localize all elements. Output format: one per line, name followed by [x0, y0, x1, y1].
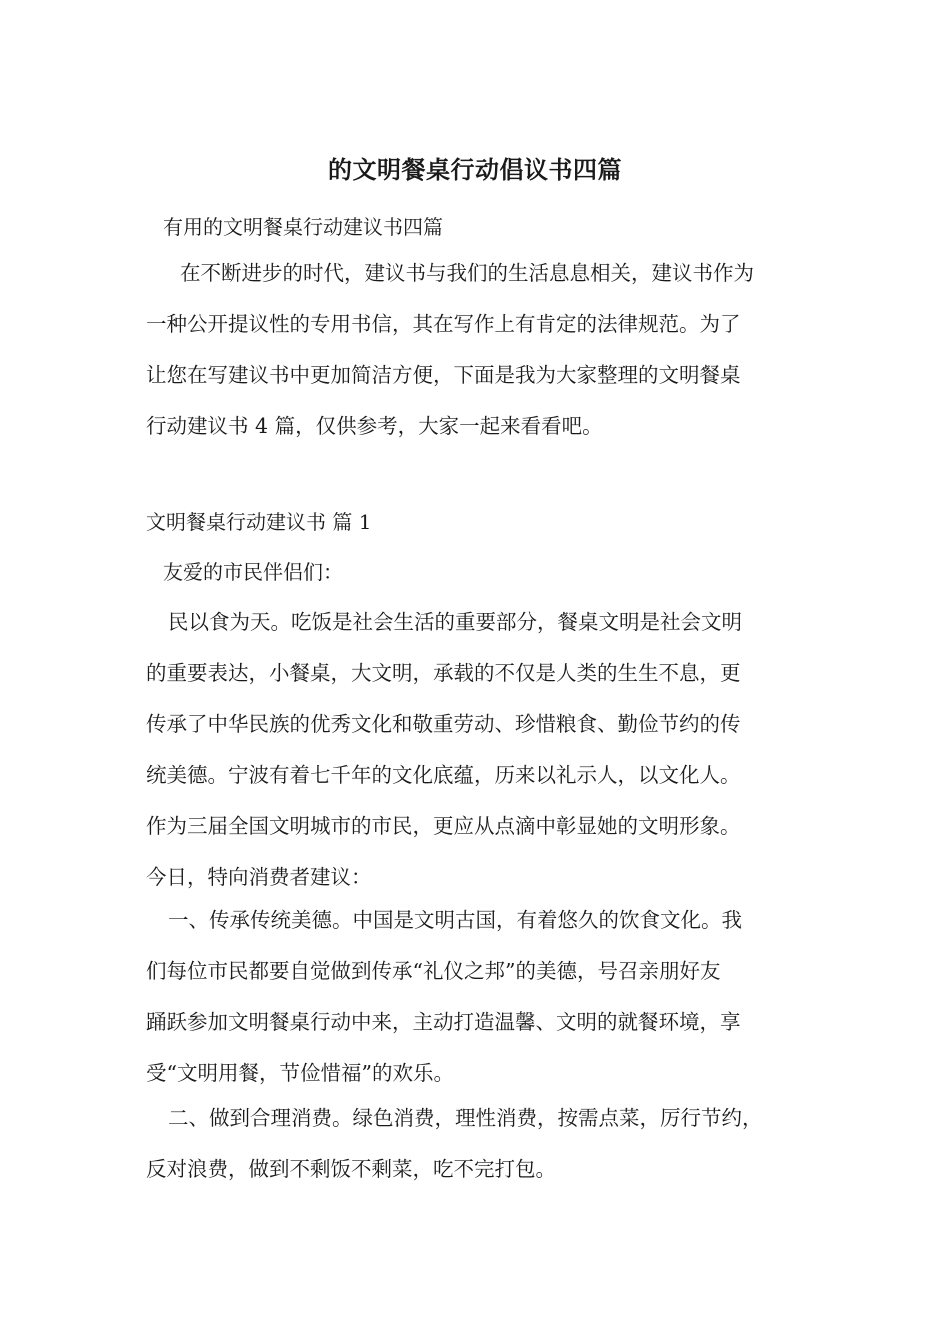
- body-line: 今日，特向消费者建议：: [146, 865, 372, 889]
- body-line: 作为三届全国文明城市的市民，更应从点滴中彰显她的文明形象。: [146, 814, 741, 838]
- body-line: 们每位市民都要自觉做到传承“礼仪之邦”的美德，号召亲朋好友: [146, 959, 721, 983]
- body-paragraph-3: [146, 1093, 822, 1195]
- intro-line: 行动建议书 4 篇，仅供参考，大家一起来看看吧。: [146, 414, 603, 438]
- body-line: 踊跃参加文明餐桌行动中来，主动打造温馨、文明的就餐环境，享: [146, 1010, 741, 1034]
- body-paragraph-2: [146, 895, 822, 1099]
- intro-line: 让您在写建议书中更加简洁方便，下面是我为大家整理的文明餐桌: [146, 363, 741, 387]
- body-line: 受“文明用餐，节俭惜福”的欢乐。: [146, 1061, 454, 1085]
- body-line: 二、做到合理消费。绿色消费，理性消费，按需点菜，厉行节约，: [168, 1106, 763, 1130]
- body-line: 反对浪费，做到不剩饭不剩菜，吃不完打包。: [146, 1157, 556, 1181]
- intro-line: 在不断进步的时代，建议书与我们的生活息息相关，建议书作为: [180, 261, 754, 285]
- document-subtitle: 有用的文明餐桌行动建议书四篇: [163, 215, 443, 239]
- body-line: 民以食为天。吃饭是社会生活的重要部分，餐桌文明是社会文明: [168, 610, 742, 634]
- body-line: 统美德。宁波有着七千年的文化底蕴，历来以礼示人，以文化人。: [146, 763, 741, 787]
- body-line: 传承了中华民族的优秀文化和敬重劳动、珍惜粮食、勤俭节约的传: [146, 712, 741, 736]
- body-line: 的重要表达，小餐桌，大文明，承载的不仅是人类的生生不息，更: [146, 661, 741, 685]
- intro-paragraph: [146, 248, 822, 452]
- body-paragraph-1: [146, 597, 822, 903]
- document-title: 的文明餐桌行动倡议书四篇: [328, 155, 622, 184]
- section-heading: 文明餐桌行动建议书 篇 1: [146, 510, 372, 534]
- letter-greeting: 友爱的市民伴侣们：: [163, 560, 343, 584]
- intro-line: 一种公开提议性的专用书信，其在写作上有肯定的法律规范。为了: [146, 312, 741, 336]
- body-line: 一、传承传统美德。中国是文明古国，有着悠久的饮食文化。我: [168, 908, 742, 932]
